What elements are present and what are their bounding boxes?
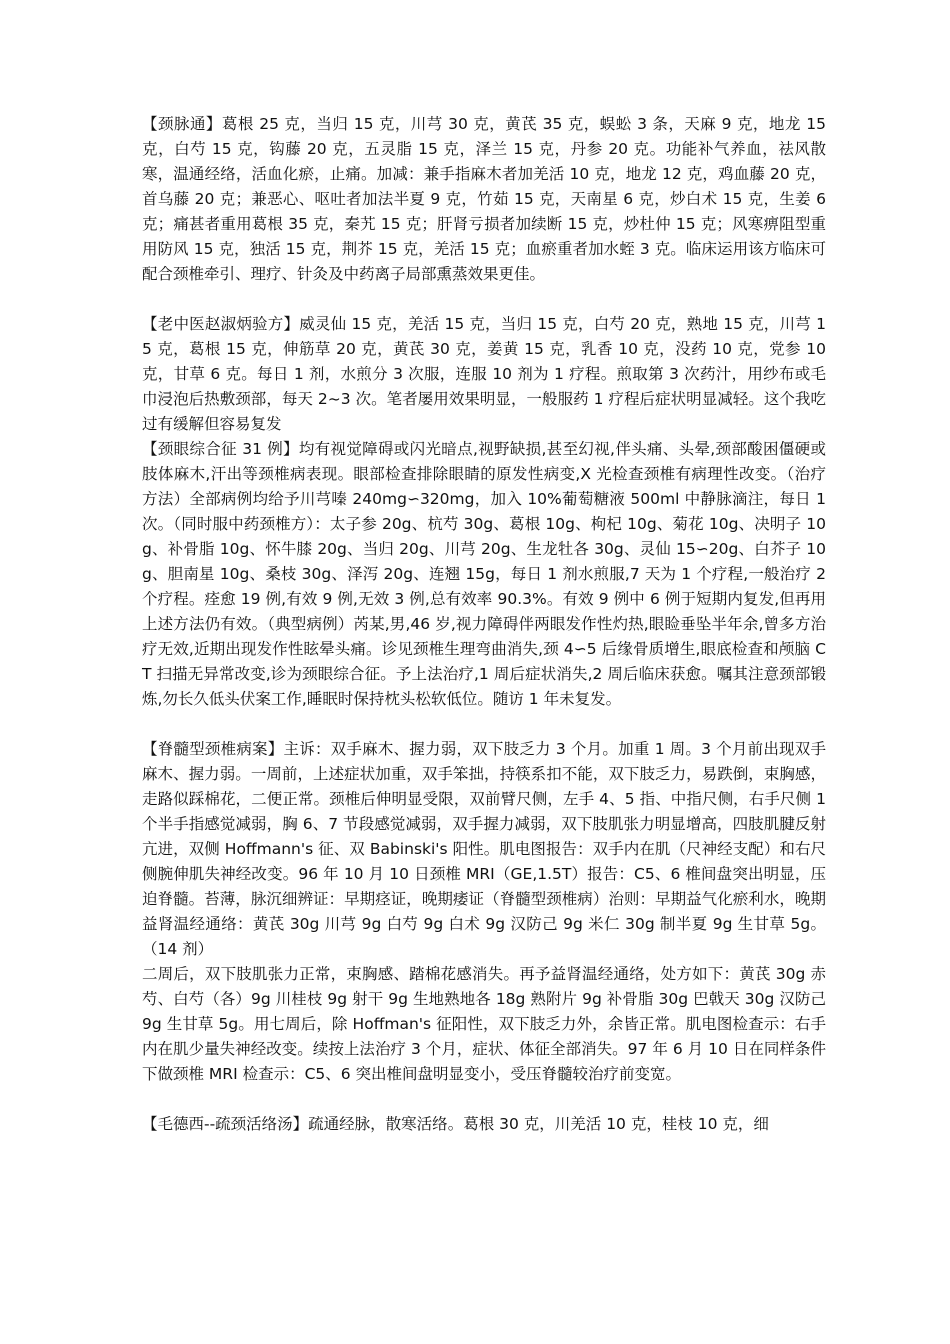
paragraph-spacer (142, 1087, 826, 1112)
paragraph-zhao-shubing-formula: 【老中医赵淑炳验方】威灵仙 15 克，羌活 15 克，当归 15 克，白芍 20 克，熟地 15 克，川芎 15 克，葛根 15 克，伸筋草 20 克，黄芪 30 克，姜黄 15 克，乳香 10 克，没药 10 克，党参 10 克，甘草 6 克。每日 1 剂，水煎分 3 次服，连服 10 剂为 1 疗程。煎取第 3 次药汁，用纱布或毛巾浸泡后热敷颈部，每天 2~3 次。笔者屡用效果明显，一般服药 1 疗程后症状明显减轻。这个我吃过有缓解但容易复发 (142, 315, 826, 433)
document-body (142, 112, 826, 1137)
paragraph-mao-dexi-formula: 【毛德西--疏颈活络汤】疏通经脉，散寒活络。葛根 30 克，川羌活 10 克，桂枝 10 克，细 (142, 1115, 769, 1133)
paragraph-myelopathy-followup: 二周后，双下肢肌张力正常，束胸感、踏棉花感消失。再予益肾温经通络，处方如下：黄芪 30g 赤芍、白芍（各）9g 川桂枝 9g 射干 9g 生地熟地各 18g 熟附片 9g 补骨脂 30g 巴戟天 30g 汉防己 9g 生甘草 5g。用七周后，除 Hoffman's 征阳性，双下肢乏力外，余皆正常。肌电图检查示：右手内在肌少量失神经改变。续按上法治疗 3 个月，症状、体征全部消失。97 年 6 月 10 日在同样条件下做颈椎 MRI 检查示：C5、6 突出椎间盘明显变小，受压脊髓较治疗前变宽。 (142, 965, 826, 1083)
paragraph-myelopathy-case: 【脊髓型颈椎病案】主诉：双手麻木、握力弱，双下肢乏力 3 个月。加重 1 周。3 个月前出现双手麻木、握力弱。一周前，上述症状加重，双手笨拙，持筷系扣不能，双下肢乏力，易跌倒，束胸感，走路似踩棉花，二便正常。颈椎后伸明显受限，双前臂尺侧，左手 4、5 指、中指尺侧，右手尺侧 1 个半手指感觉减弱，胸 6、7 节段感觉减弱，双手握力减弱，双下肢肌张力明显增高，四肢肌腱反射亢进，双侧 Hoffmann's 征、双 Babinski's 阳性。肌电图报告：双手内在肌（尺神经支配）和右尺侧腕伸肌失神经改变。96 年 10 月 10 日颈椎 MRI（GE,1.5T）报告：C5、6 椎间盘突出明显，压迫脊髓。苔薄，脉沉细辨证：早期痉证，晚期痿证（脊髓型颈椎病）治则：早期益气化瘀利水，晚期益肾温经通络：黄芪 30g 川芎 9g 白芍 9g 白术 9g 汉防己 9g 米仁 30g 制半夏 9g 生甘草 5g。（14 剂） (142, 740, 826, 958)
paragraph-neck-eye-syndrome: 【颈眼综合征 31 例】均有视觉障碍或闪光暗点,视野缺损,甚至幻视,伴头痛、头晕,颈部酸困僵硬或肢体麻木,汗出等颈椎病表现。眼部检查排除眼睛的原发性病变,X 光检查颈椎有病理性改变。（治疗方法）全部病例均给予川芎嗪 240mg∽320mg，加入 10%葡萄糖液 500ml 中静脉滴注，每日 1 次。（同时服中药颈椎方）：太子参 20g、杭芍 30g、葛根 10g、枸杞 10g、菊花 10g、决明子 10g、补骨脂 10g、怀牛膝 20g、当归 20g、川芎 20g、生龙牡各 30g、灵仙 15∽20g、白芥子 10g、胆南星 10g、桑枝 30g、泽泻 20g、连翘 15g，每日 1 剂水煎服,7 天为 1 个疗程,一般治疗 2 个疗程。痊愈 19 例,有效 9 例,无效 3 例,总有效率 90.3%。有效 9 例中 6 例于短期内复发,但再用上述方法仍有效。（典型病例）芮某,男,46 岁,视力障碍伴两眼发作性灼热,眼睑垂坠半年余,曾多方治疗无效,近期出现发作性眩晕头痛。诊见颈椎生理弯曲消失,颈 4∽5 后缘骨质增生,眼底检查和颅脑 CT 扫描无异常改变,诊为颈眼综合征。予上法治疗,1 周后症状消失,2 周后临床获愈。嘱其注意颈部锻炼,勿长久低头伏案工作,睡眠时保持枕头松软低位。随访 1 年未复发。 (142, 440, 826, 708)
paragraph-spacer (142, 287, 826, 312)
paragraph-spacer (142, 712, 826, 737)
paragraph-jingmaitong: 【颈脉通】葛根 25 克，当归 15 克，川芎 30 克，黄芪 35 克，蜈蚣 3 条，天麻 9 克，地龙 15 克，白芍 15 克，钩藤 20 克，五灵脂 15 克，泽兰 15 克，丹参 20 克。功能补气养血，祛风散寒，温通经络，活血化瘀，止痛。加减：兼手指麻木者加羌活 10 克，地龙 12 克，鸡血藤 20 克，首乌藤 20 克；兼恶心、呕吐者加法半夏 9 克，竹茹 15 克，天南星 6 克，炒白术 15 克，生姜 6 克；痛甚者重用葛根 35 克，秦艽 15 克；肝肾亏损者加续断 15 克，炒杜仲 15 克；风寒痹阻型重用防风 15 克，独活 15 克，荆芥 15 克，羌活 15 克；血瘀重者加水蛭 3 克。临床运用该方临床可配合颈椎牵引、理疗、针灸及中药离子局部熏蒸效果更佳。 (142, 115, 826, 283)
